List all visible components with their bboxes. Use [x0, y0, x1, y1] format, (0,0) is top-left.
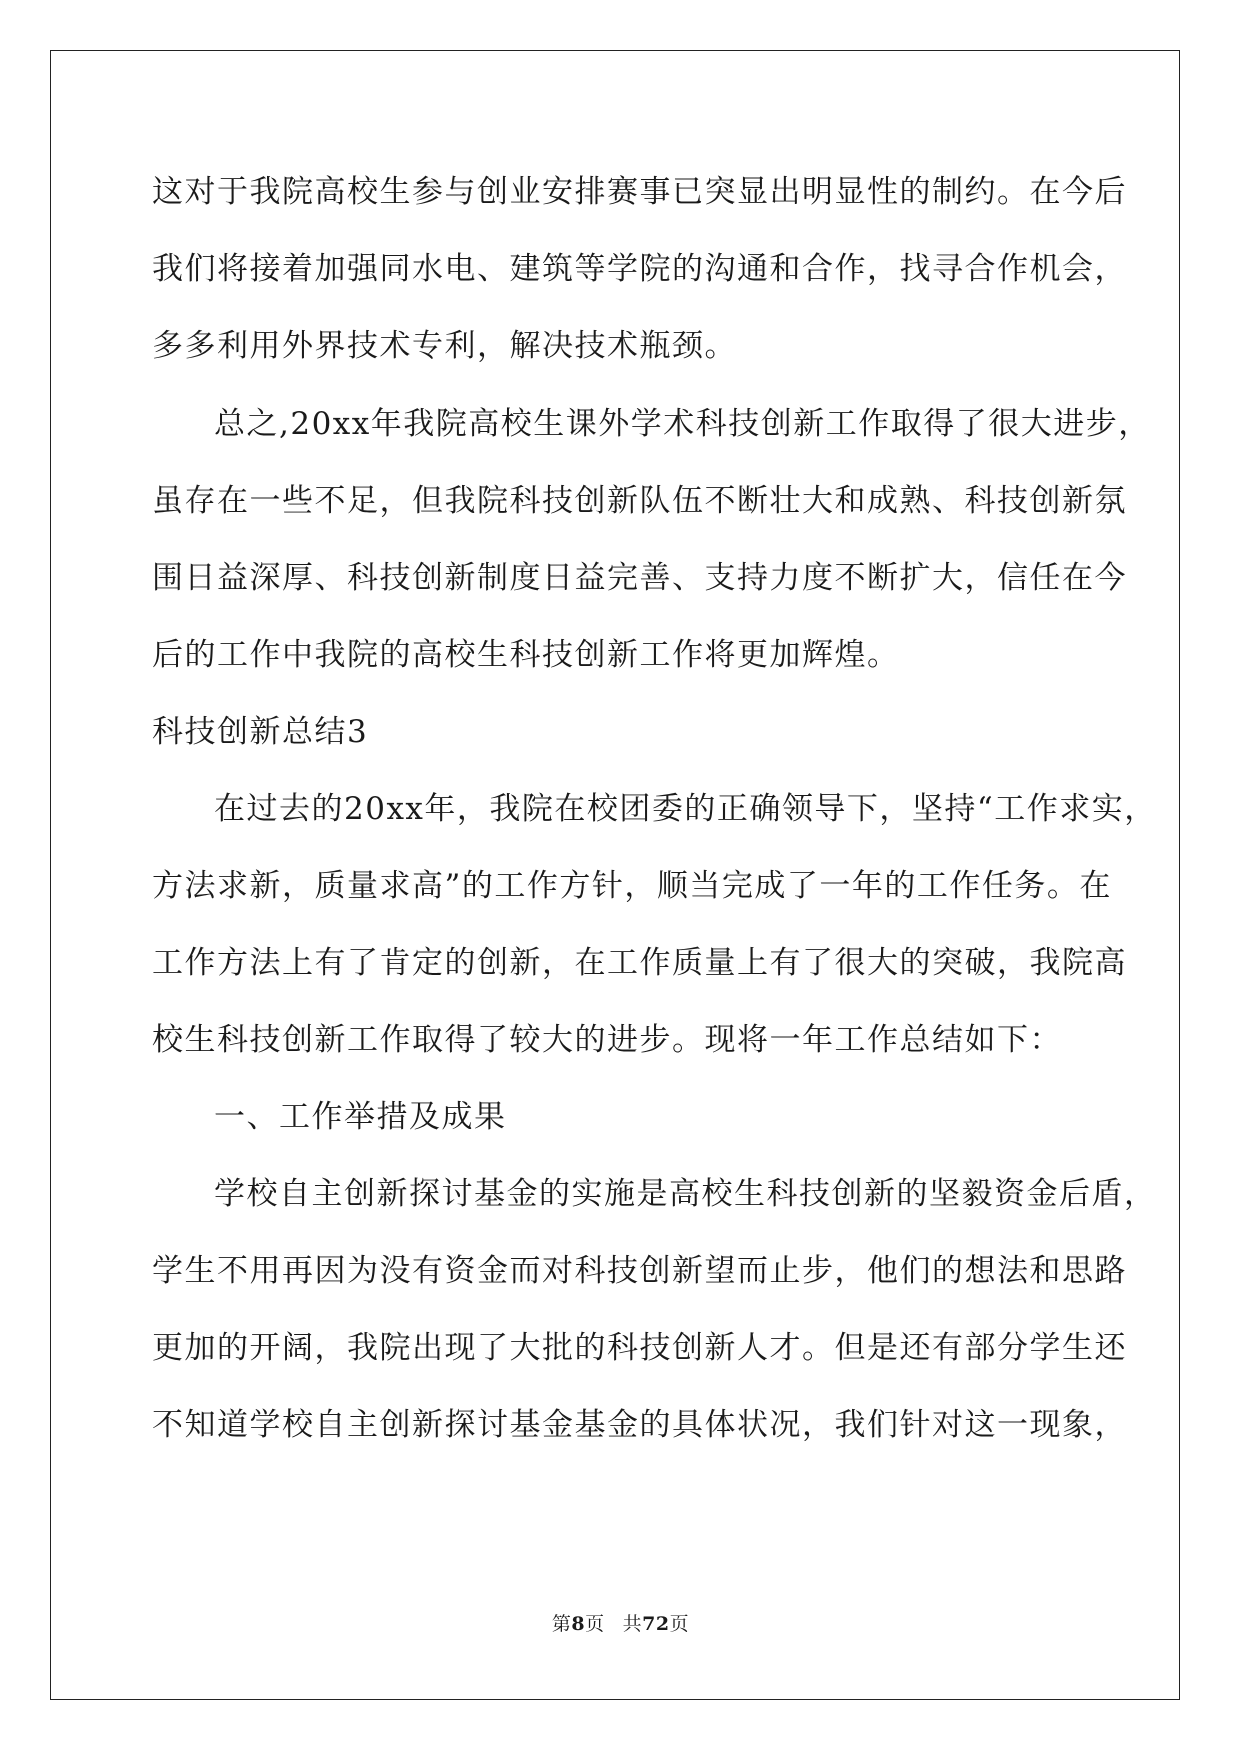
paragraph-line: 更加的开阔，我院出现了大批的科技创新人才。但是还有部分学生还	[152, 1330, 1127, 1366]
paragraph-line: 虽存在一些不足，但我院科技创新队伍不断壮大和成熟、科技创新氛	[152, 483, 1127, 519]
page-number: 8	[571, 1613, 586, 1635]
paragraph-line: 学生不用再因为没有资金而对科技创新望而止步，他们的想法和思路	[152, 1253, 1127, 1289]
total-suffix: 页	[669, 1613, 690, 1635]
paragraph-line: 我们将接着加强同水电、建筑等学院的沟通和合作，找寻合作机会，	[152, 251, 1127, 287]
page-footer	[0, 1612, 1241, 1636]
subsection-heading: 一、工作举措及成果	[214, 1099, 507, 1135]
paragraph-line: 多多利用外界技术专利，解决技术瓶颈。	[152, 328, 737, 364]
page-prefix: 第	[551, 1613, 572, 1635]
page-suffix: 页	[585, 1613, 605, 1635]
paragraph-line: 总之,20xx年我院高校生课外学术科技创新工作取得了很大进步，	[214, 406, 1151, 442]
paragraph-line: 围日益深厚、科技创新制度日益完善、支持力度不断扩大，信任在今	[152, 560, 1127, 596]
paragraph-line: 方法求新，质量求高”的工作方针，顺当完成了一年的工作任务。在	[152, 868, 1112, 904]
total-pages: 72	[642, 1613, 670, 1635]
paragraph-line: 这对于我院高校生参与创业安排赛事已突显出明显性的制约。在今后	[152, 174, 1127, 210]
paragraph-line: 工作方法上有了肯定的创新，在工作质量上有了很大的突破，我院高	[152, 945, 1127, 981]
paragraph-line: 后的工作中我院的高校生科技创新工作将更加辉煌。	[152, 637, 900, 673]
paragraph-line: 不知道学校自主创新探讨基金基金的具体状况，我们针对这一现象，	[152, 1407, 1127, 1443]
total-prefix: 共	[622, 1613, 643, 1635]
paragraph-line: 校生科技创新工作取得了较大的进步。现将一年工作总结如下：	[152, 1022, 1062, 1058]
paragraph-line: 学校自主创新探讨基金的实施是高校生科技创新的坚毅资金后盾，	[214, 1176, 1157, 1212]
section-heading: 科技创新总结3	[152, 714, 369, 750]
paragraph-line: 在过去的20xx年，我院在校团委的正确领导下，坚持“工作求实，	[214, 791, 1157, 827]
